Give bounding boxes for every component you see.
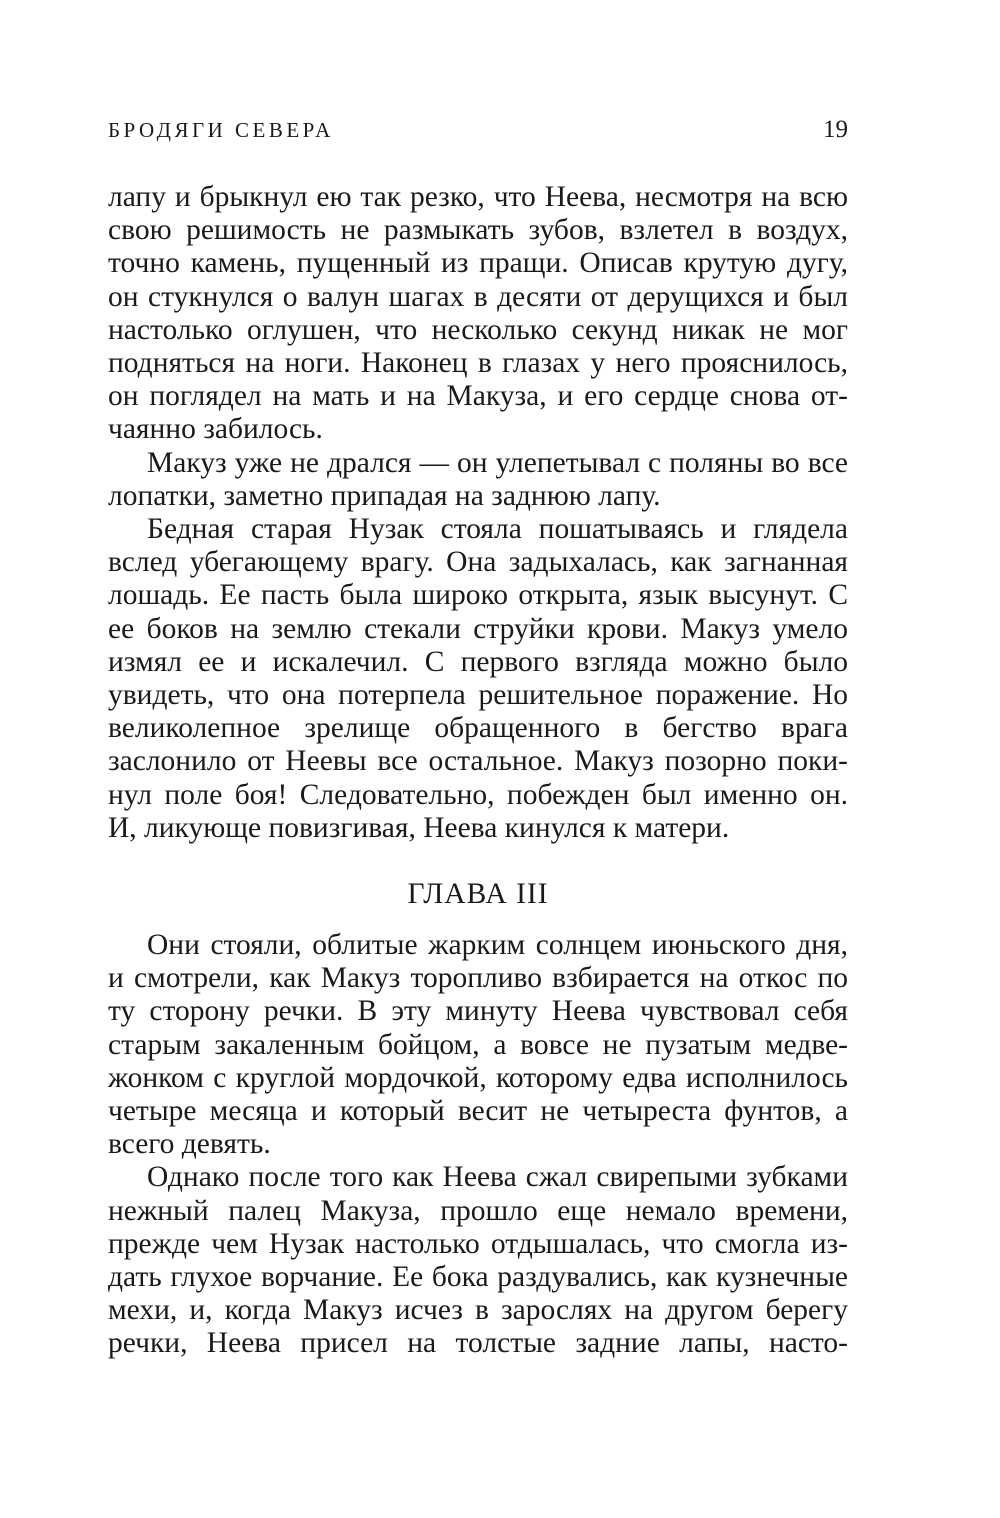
text-block-bottom xyxy=(108,929,848,1361)
paragraph-4: Они стояли, облитые жарким солнцем июньского дня, и смотрели, как Макуз торопливо взбирается на откос по ту сторону речки. В эту минуту Неева чувствовал себя старым закаленным бойцом, а вовсе не пузатым медвежонком с круглой мордочкой, которому едва исполнилось четыре месяца и который весит не четыреста фунтов, а всего девять. xyxy=(108,929,848,1161)
text-block-top xyxy=(108,181,848,845)
page-number: 19 xyxy=(823,116,848,143)
chapter-heading: ГЛАВА III xyxy=(407,878,549,910)
paragraph-5: Однако после того как Неева сжал свирепыми зубками нежный палец Макуза, прошло еще немало времени, прежде чем Нузак настолько отдышалась, что смогла издать глухое ворчание. Ее бока раздувались, как кузнечные мехи, и, когда Макуз исчез в зарослях на другом берегу речки, Неева присел на толстые задние лапы, насто- xyxy=(108,1161,848,1360)
paragraph-2: Макуз уже не дрался — он улепетывал с поляны во все лопатки, заметно припадая на заднюю лапу. xyxy=(108,446,848,512)
running-head xyxy=(108,112,848,148)
paragraph-3: Бедная старая Нузак стояла пошатываясь и глядела вслед убегающему врагу. Она задыхалась, как загнанная лошадь. Ее пасть была широко открыта, язык высунут. С ее боков на землю стекали струйки крови. Макуз умело измял ее и искалечил. С первого взгляда можно было увидеть, что она потерпела решительное поражение. Но великолепное зрелище обращенного в бегство врага заслонило от Неевы все остальное. Макуз позорно покинул поле боя! Следовательно, побежден был именно он. И, ликующе повизгивая, Неева кинулся к матери. xyxy=(108,513,848,844)
paragraph-1: лапу и брыкнул ею так резко, что Неева, несмотря на всю свою решимость не размыкать зубов, взлетел в воздух, точно камень, пущенный из пращи. Описав крутую дугу, он стукнулся о валун шагах в десяти от дерущихся и был настолько оглушен, что несколько секунд никак не мог подняться на ноги. Наконец в глазах у него прояснилось, он поглядел на мать и на Макуза, и его сердце снова отчаянно забилось. xyxy=(108,181,848,446)
running-title: БРОДЯГИ СЕВЕРА xyxy=(108,118,334,142)
